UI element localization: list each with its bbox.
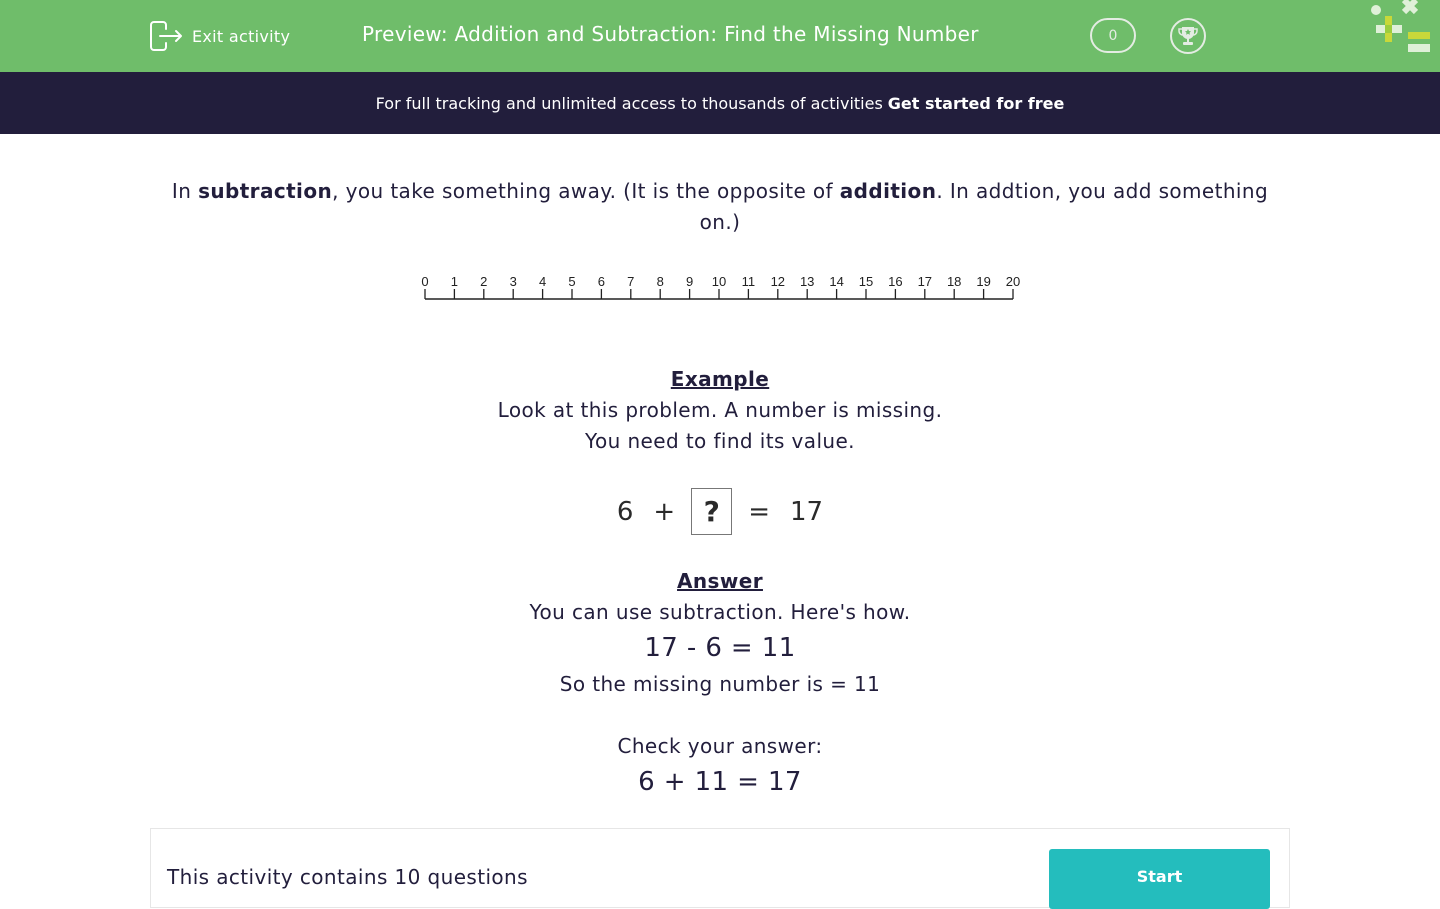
answer-line-2: So the missing number is = 11	[559, 672, 881, 696]
answer-heading: Answer	[677, 569, 763, 593]
exit-icon	[150, 21, 183, 51]
svg-text:17: 17	[917, 274, 933, 289]
equation-operand: 6	[616, 496, 634, 527]
example-heading: Example	[670, 367, 770, 391]
activity-title: Preview: Addition and Subtraction: Find the Missing Number	[362, 22, 979, 46]
svg-text:14: 14	[829, 274, 844, 289]
svg-text:9: 9	[685, 274, 694, 289]
start-button[interactable]: Start	[1049, 849, 1270, 909]
banner-text: For full tracking and unlimited access to thousands of activities	[375, 93, 883, 113]
score-badge: 0	[1090, 18, 1136, 53]
svg-text:19: 19	[976, 274, 991, 289]
svg-text:4: 4	[538, 274, 547, 289]
check-label: Check your answer:	[617, 734, 823, 758]
answer-line-1: You can use subtraction. Here's how.	[529, 600, 911, 624]
svg-text:10: 10	[711, 274, 727, 289]
exit-label: Exit activity	[192, 26, 291, 46]
question-count-text: This activity contains 10 questions	[167, 865, 528, 889]
svg-text:7: 7	[627, 274, 635, 289]
intro-text: . In addtion, you add something on.)	[699, 179, 1269, 234]
check-calculation: 6 + 11 = 17	[638, 767, 802, 797]
svg-text:2: 2	[480, 274, 488, 289]
svg-text:13: 13	[799, 274, 815, 289]
missing-number-box: ?	[691, 488, 732, 535]
get-started-link[interactable]: Get started for free	[887, 93, 1065, 113]
svg-text:15: 15	[858, 274, 874, 289]
intro-text: In	[171, 179, 199, 203]
svg-text:1: 1	[450, 274, 459, 289]
promo-banner	[0, 72, 1440, 134]
svg-text:3: 3	[509, 274, 517, 289]
answer-calculation: 17 - 6 = 11	[644, 633, 796, 663]
svg-text:11: 11	[741, 274, 756, 289]
trophy-icon	[1177, 25, 1199, 47]
activity-footer	[150, 828, 1290, 908]
equation-equals: =	[748, 496, 771, 527]
svg-text:0: 0	[421, 274, 429, 289]
svg-text:16: 16	[888, 274, 903, 289]
intro-text: , you take something away. (It is the opposite of	[332, 179, 840, 203]
intro-paragraph	[150, 176, 1290, 238]
svg-text:6: 6	[597, 274, 606, 289]
svg-text:12: 12	[770, 274, 786, 289]
intro-bold-addition: addition	[839, 179, 937, 203]
example-line-2: You need to find its value.	[585, 429, 855, 453]
svg-text:18: 18	[946, 274, 962, 289]
brand-logo-icon	[1366, 0, 1440, 60]
exit-activity-button[interactable]	[150, 20, 290, 52]
top-bar	[0, 0, 1440, 72]
equation-result: 17	[790, 496, 824, 527]
svg-text:5: 5	[568, 274, 576, 289]
equation-operator: +	[653, 496, 676, 527]
example-equation	[0, 488, 1440, 535]
intro-bold-subtraction: subtraction	[198, 179, 333, 203]
svg-text:20: 20	[1005, 274, 1021, 289]
svg-text:8: 8	[656, 274, 664, 289]
example-line-1: Look at this problem. A number is missing.	[497, 398, 943, 422]
trophy-button[interactable]	[1170, 18, 1206, 54]
number-line-image	[418, 270, 1028, 304]
